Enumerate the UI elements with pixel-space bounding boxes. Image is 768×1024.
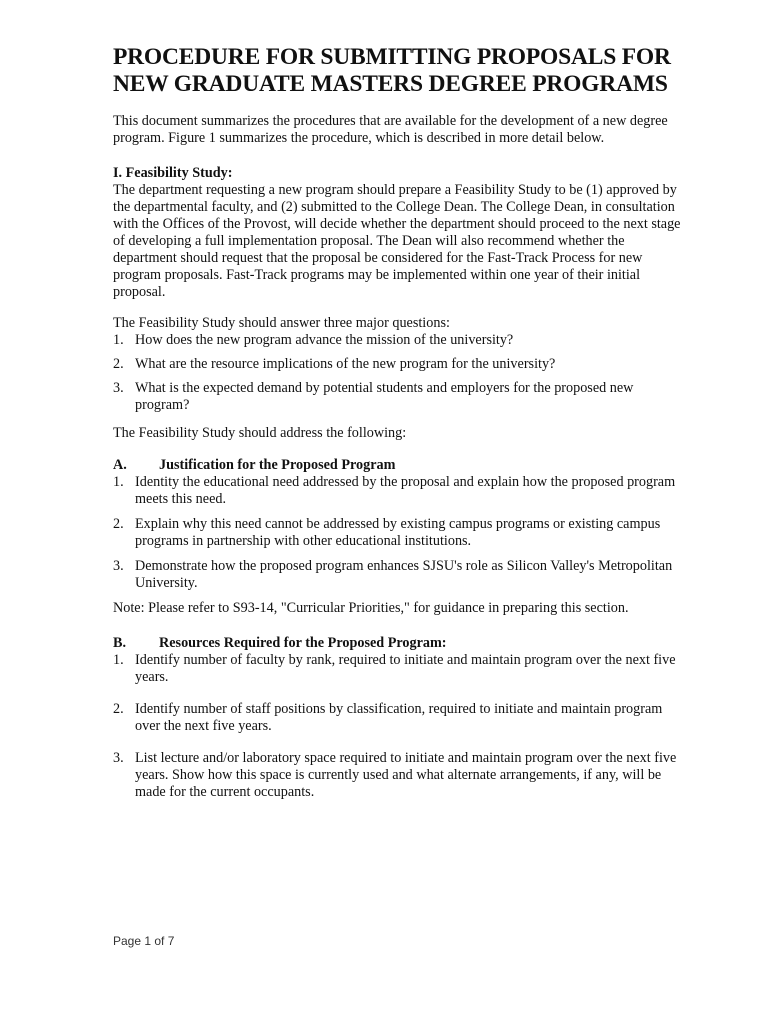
item-number: 2.: [113, 701, 124, 717]
intro-paragraph: This document summarizes the procedures that are available for the development of a new degree program. Figure 1 summarizes the procedure, which is described in more detail below.: [113, 113, 668, 146]
section-a-list: [113, 474, 683, 592]
list-item: [113, 332, 683, 349]
list-item: [113, 474, 683, 508]
item-number: 3.: [113, 380, 124, 396]
list-item: [113, 380, 683, 414]
document-body: [113, 44, 683, 816]
list-item: [113, 652, 683, 686]
section-b-list: [113, 652, 683, 801]
item-text: Explain why this need cannot be addressed by existing campus programs or existing campus programs in partnership with other educational institutions.: [135, 516, 661, 549]
section-letter: A.: [113, 457, 127, 473]
section-b-heading: [113, 635, 683, 652]
item-number: 3.: [113, 558, 124, 574]
address-lead: The Feasibility Study should address the following:: [113, 425, 407, 441]
item-text: Demonstrate how the proposed program enhances SJSU's role as Silicon Valley's Metropolitan University.: [135, 558, 673, 591]
feasibility-paragraph: The department requesting a new program should prepare a Feasibility Study to be (1) approved by the departmental faculty, and (2) submitted to the College Dean. The College Dean, in consultation with the Offices of the Provost, will decide whether the department should proceed to the next stage of developing a full implementation proposal. The Dean will also recommend whether the department should request that the proposal be considered for the Fast-Track Process for new program proposals. Fast-Track programs may be implemented within one year of their initial proposal.: [113, 182, 681, 300]
item-text: Identity the educational need addressed by the proposal and explain how the proposed program meets this need.: [135, 474, 676, 507]
item-text: List lecture and/or laboratory space required to initiate and maintain program over the next five years. Show how this space is currently used and what alternate arrangements, if any, will be made for the current occupants.: [135, 750, 677, 800]
document-title: PROCEDURE FOR SUBMITTING PROPOSALS FOR NEW GRADUATE MASTERS DEGREE PROGRAMS: [113, 44, 671, 97]
questions-list: [113, 332, 683, 414]
item-number: 1.: [113, 332, 124, 348]
list-item: [113, 750, 683, 801]
section-title: Justification for the Proposed Program: [159, 457, 396, 473]
feasibility-heading: I. Feasibility Study:: [113, 165, 233, 181]
page-number-footer: Page 1 of 7: [113, 934, 175, 948]
section-letter: B.: [113, 635, 127, 651]
item-text: What are the resource implications of the new program for the university?: [135, 356, 556, 372]
list-item: [113, 701, 683, 735]
list-item: [113, 558, 683, 592]
item-number: 1.: [113, 474, 124, 490]
list-item: [113, 356, 683, 373]
item-number: 2.: [113, 516, 124, 532]
item-number: 3.: [113, 750, 124, 766]
item-text: What is the expected demand by potential students and employers for the proposed new program?: [135, 380, 634, 413]
section-a-heading: [113, 457, 683, 474]
item-number: 2.: [113, 356, 124, 372]
item-text: How does the new program advance the mission of the university?: [135, 332, 514, 348]
list-item: [113, 516, 683, 550]
item-number: 1.: [113, 652, 124, 668]
section-title: Resources Required for the Proposed Program:: [159, 635, 447, 651]
questions-lead: The Feasibility Study should answer three major questions:: [113, 315, 450, 331]
section-a-note: Note: Please refer to S93-14, "Curricular Priorities," for guidance in preparing this section.: [113, 600, 629, 616]
item-text: Identify number of staff positions by classification, required to initiate and maintain program over the next five years.: [135, 701, 663, 734]
item-text: Identify number of faculty by rank, required to initiate and maintain program over the next five years.: [135, 652, 676, 685]
